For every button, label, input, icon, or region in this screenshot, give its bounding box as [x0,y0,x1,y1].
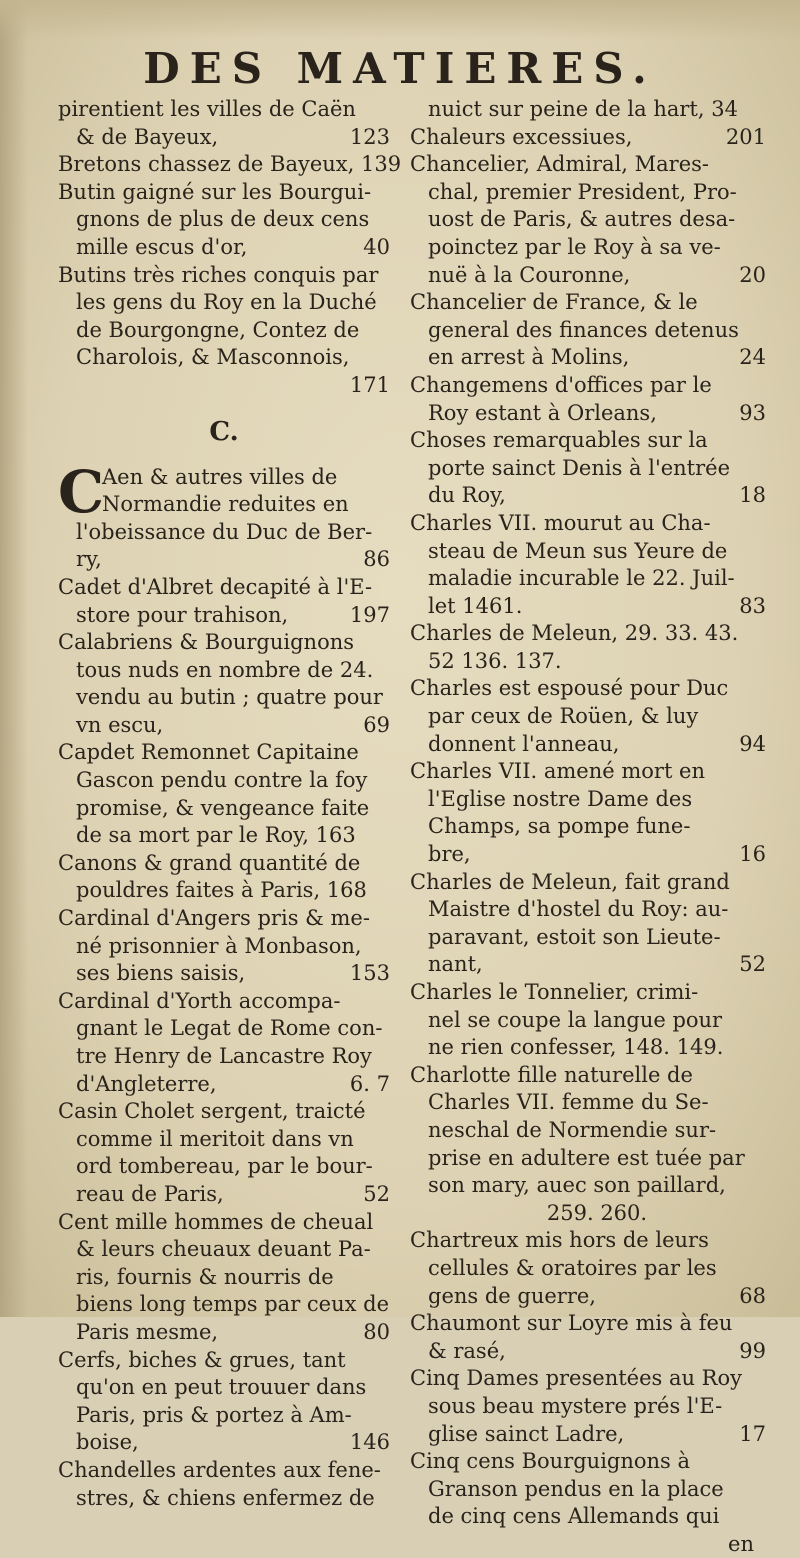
entry-text: d'Angleterre, [76,1071,217,1096]
page-number: 83 [739,593,766,618]
entry-text: store pour trahison, [76,602,289,627]
entry-text: uost de Paris, & autres desa- [428,207,736,232]
index-entry-line [58,1209,390,1237]
index-entry-line [410,234,766,262]
entry-text: Chaleurs excessiues, [410,124,633,149]
page-number: 153 [349,961,390,986]
index-entry-line [58,344,390,372]
entry-text: qu'on en peut trouuer dans [76,1375,367,1400]
page-number: 86 [363,547,390,572]
entry-text: let 1461. [428,593,523,618]
index-entry-line [410,731,766,759]
entry-text: Capdet Remonnet Capitaine [58,740,359,765]
page-number: 201 [725,124,766,149]
index-entry-line [58,1374,390,1402]
index-entry-line [410,924,766,952]
entry-text: Cadet d'Albret decapité à l'E- [58,574,373,599]
right-entries [410,96,766,1531]
entry-text: Bretons chassez de Bayeux, 139 [58,152,402,177]
entry-text: Charlotte fille naturelle de [410,1062,693,1087]
index-entry-line [410,648,766,676]
entry-text: de sa mort par le Roy, 163 [76,823,356,848]
index-entry-line [58,1153,390,1181]
entry-text: Roy estant à Orleans, [428,400,657,425]
entry-text: Normandie reduites en [102,492,349,517]
entry-text: boise, [76,1430,139,1455]
entry-text: les gens du Roy en la Duché [76,290,377,315]
entry-text: poinctez par le Roy à sa ve- [428,234,721,259]
index-entry-line [410,151,766,179]
entry-text: l'obeissance du Duc de Ber- [76,519,373,544]
index-entry-line [58,1015,390,1043]
index-entry-line [410,510,766,538]
index-entry-line [58,629,390,657]
entry-text: Cinq Dames presentées au Roy [410,1366,743,1391]
index-entry-line [410,703,766,731]
index-entry-line [58,124,390,152]
running-header: DES MATIERES. [143,44,657,93]
entry-text: nuë à la Couronne, [428,262,631,287]
index-entry-line [410,1310,766,1338]
entry-text: Changemens d'offices par le [410,372,712,397]
entry-text: comme il meritoit dans vn [76,1126,354,1151]
entry-text: Choses remarquables sur la [410,428,708,453]
drop-cap: C [58,457,105,526]
index-entry-line [410,565,766,593]
index-entry-line [410,593,766,621]
index-entry-line [58,822,390,850]
index-entry-line [410,1200,766,1228]
index-entry-line [410,1283,766,1311]
index-entry-line [58,1043,390,1071]
entry-text: stres, & chiens enfermez de [76,1485,375,1510]
page-number: 68 [739,1283,766,1308]
page-number: 24 [739,345,766,370]
entry-text: pirentient les villes de Caën [58,97,356,121]
page-number: 6. 7 [349,1071,390,1096]
index-entry-line [410,1062,766,1090]
index-entry-line [58,574,390,602]
entry-text: promise, & vengeance faite [76,795,370,820]
index-entry-line [58,1429,390,1457]
entry-text: Champs, sa pompe fune- [428,814,691,839]
entry-text: biens long temps par ceux de [76,1292,390,1317]
entry-text: porte sainct Denis à l'entrée [428,455,731,480]
index-entry-line [58,905,390,933]
entry-text: Casin Cholet sergent, traicté [58,1099,366,1124]
page-number: 93 [739,400,766,425]
entry-text: maladie incurable le 22. Juil- [428,566,735,591]
index-entry-line [410,1448,766,1476]
entry-text: tous nuds en nombre de 24. [76,657,374,682]
index-entry-line [410,1393,766,1421]
entry-text: Butins très riches conquis par [58,262,379,287]
index-entry-line [58,712,390,740]
entry-text: general des finances detenus [428,317,739,342]
index-entry-line [410,1421,766,1449]
entry-text: Charolois, & Masconnois, [76,345,350,370]
index-entry-line [410,896,766,924]
page-number: 52 [739,952,766,977]
index-entry-line [58,850,390,878]
index-entry-line [58,877,390,905]
entry-text: Cinq cens Bourguignons à [410,1449,691,1474]
entry-text: Cent mille hommes de cheual [58,1209,374,1234]
index-entry-line [58,234,390,262]
index-entry-line [410,206,766,234]
entry-text: 52 136. 137. [428,648,562,673]
index-entry-line [58,546,390,574]
index-entry-line [58,317,390,345]
index-entry-line [58,262,390,290]
entry-text: Paris mesme, [76,1319,219,1344]
index-entry-line [410,400,766,428]
index-entry-line [58,372,390,400]
entry-text: né prisonnier à Monbason, [76,933,362,958]
entry-text: mille escus d'or, [76,234,248,259]
index-entry-line [58,1264,390,1292]
entry-text: cellules & oratoires par les [428,1255,717,1280]
index-entry-line [410,1476,766,1504]
page-number: 123 [349,124,390,149]
entry-text: gens de guerre, [428,1283,596,1308]
entry-text: & rasé, [428,1338,506,1363]
index-entry-line [410,96,766,124]
entry-text: Charles VII. mourut au Cha- [410,510,711,535]
entry-text: par ceux de Roüen, & luy [428,704,699,729]
page-number: 17 [739,1421,766,1446]
page-number: 52 [363,1181,390,1206]
index-entry-line [58,1347,390,1375]
index-entry-line [410,1172,766,1200]
entry-text: ry, [76,547,102,572]
left-entries-c [58,457,390,1513]
index-entry-line [410,979,766,1007]
entry-text: du Roy, [428,483,506,508]
index-entry-line [58,960,390,988]
index-entry-line [410,1227,766,1255]
entry-text: Charles le Tonnelier, crimi- [410,980,699,1004]
entry-text: Canons & grand quantité de [58,850,361,875]
entry-text: gnons de plus de deux cens [76,207,370,232]
page-number: 80 [363,1319,390,1344]
entry-text: reau de Paris, [76,1181,224,1206]
entry-text: vn escu, [76,712,164,737]
index-entry-line [58,1291,390,1319]
entry-text: steau de Meun sus Yeure de [428,538,728,563]
index-entry-line [410,1145,766,1173]
index-entry-line [410,951,766,979]
index-entry-line [58,1071,390,1099]
entry-text: prise en adultere est tuée par [428,1145,745,1170]
page-number: 99 [739,1338,766,1363]
entry-text: sous beau mystere prés l'E- [428,1393,723,1418]
index-entry-line [410,124,766,152]
entry-text: nel se coupe la langue pour [428,1007,723,1032]
entry-text: Paris, pris & portez à Am- [76,1402,352,1427]
index-entry-line [410,344,766,372]
index-entry-line [410,675,766,703]
index-entry-line [410,1117,766,1145]
index-entry-line [58,795,390,823]
entry-text: ses biens saisis, [76,961,246,986]
index-entry-line [58,1181,390,1209]
index-entry-line [58,151,402,179]
entry-text: Aen & autres villes de [102,464,338,489]
index-entry-line [410,1007,766,1035]
page-edge-shadow [0,0,28,1317]
entry-text: 259. 260. [546,1200,648,1225]
index-entry-line [58,1485,390,1513]
left-column [58,96,402,1512]
page-number: 146 [349,1430,390,1455]
index-entry-line [410,841,766,869]
entry-text: Chancelier de France, & le [410,290,698,315]
index-entry-line [58,988,390,1016]
entry-text: en arrest à Molins, [428,345,630,370]
index-entry-line [58,96,390,124]
entry-text: & de Bayeux, [76,124,219,149]
entry-text: Chaumont sur Loyre mis à feu [410,1311,733,1336]
index-entry-line [410,372,766,400]
page-number: 69 [363,712,390,737]
page-number: 94 [739,731,766,756]
index-entry-line [410,758,766,786]
index-entry-line [58,1319,390,1347]
index-entry-line [410,262,766,290]
entry-text: vendu au butin ; quatre pour [76,685,383,710]
entry-text: Charles VII. femme du Se- [428,1090,709,1115]
catchword: en [728,1531,754,1556]
page-top-shadow [0,0,800,40]
entry-text: Cerfs, biches & grues, tant [58,1347,346,1372]
entry-text: Maistre d'hostel du Roy: au- [428,897,729,922]
index-entry-line [58,1126,390,1154]
entry-text: tre Henry de Lancastre Roy [76,1044,372,1068]
entry-text: Charles de Meleun, fait grand [410,869,730,894]
entry-text: de cinq cens Allemands qui [428,1504,720,1529]
entry-text: gnant le Legat de Rome con- [76,1016,383,1041]
entry-text: chal, premier President, Pro- [428,179,737,204]
entry-text: glise sainct Ladre, [428,1421,625,1446]
index-entry-line [58,602,390,630]
entry-text: donnent l'anneau, [428,731,620,756]
index-entry-line [58,1457,390,1485]
entry-text: Charles est espousé pour Duc [410,676,729,701]
entry-text: l'Eglise nostre Dame des [428,786,693,811]
index-entry-line [58,491,390,519]
entry-text: nuict sur peine de la hart, 34 [428,97,738,121]
index-entry-line [58,289,390,317]
index-entry-line [410,427,766,455]
index-entry-line [410,538,766,566]
index-entry-line [58,1098,390,1126]
page-number: 197 [349,602,390,627]
entry-text: paravant, estoit son Lieute- [428,924,721,949]
entry-text: Butin gaigné sur les Bourgui- [58,179,372,204]
index-entry-line [58,206,390,234]
index-entry-line [58,933,390,961]
entry-text: Granson pendus en la place [428,1476,724,1501]
page-number: 40 [363,234,390,259]
entry-text: Calabriens & Bourguignons [58,630,355,655]
index-entry-line [58,464,390,492]
entry-text: de Bourgongne, Contez de [76,317,360,342]
entry-text: & leurs cheuaux deuant Pa- [76,1237,371,1262]
entry-text: Gascon pendu contre la foy [76,768,368,793]
index-entry-line [410,1338,766,1366]
index-entry-line [58,1236,390,1264]
index-entry-line [410,1255,766,1283]
index-entry-line [410,1034,766,1062]
index-entry-line [58,767,390,795]
entry-text: Charles VII. amené mort en [410,759,706,784]
index-entry-line [58,739,390,767]
index-entry-line [410,813,766,841]
index-entry-line [410,620,766,648]
entry-text: neschal de Normendie sur- [428,1117,717,1142]
entry-text: bre, [428,842,471,867]
index-entry-line [58,684,390,712]
index-entry-line [410,482,766,510]
index-entry-line [58,179,390,207]
index-entry-line [58,657,390,685]
entry-text: Charles de Meleun, 29. 33. 43. [410,621,739,646]
entry-text: ris, fournis & nourris de [76,1264,334,1289]
index-entry-line [410,317,766,345]
entry-text: ne rien confesser, 148. 149. [428,1035,724,1060]
right-column [410,96,766,1558]
page-number: 18 [739,483,766,508]
index-entry-line [410,1503,766,1531]
index-entry-line [410,1365,766,1393]
entry-text: pouldres faites à Paris, 168 [76,878,367,903]
index-entry-line [58,519,390,547]
index-entry-line [410,869,766,897]
page-number: 171 [349,372,390,397]
section-letter: C. [209,416,239,447]
entry-text: Cardinal d'Yorth accompa- [58,988,341,1013]
index-entry-line [410,786,766,814]
index-entry-line [410,1089,766,1117]
entry-text: Cardinal d'Angers pris & me- [58,906,370,931]
page-number: 20 [739,262,766,287]
entry-text: ord tombereau, par le bour- [76,1154,373,1179]
entry-text: Chandelles ardentes aux fene- [58,1457,381,1482]
left-entries-top [58,96,402,400]
entry-text: nant, [428,952,483,977]
index-entry-line [58,1402,390,1430]
page-number: 16 [739,842,766,867]
entry-text: Chancelier, Admiral, Mares- [410,152,709,177]
entry-text: son mary, auec son paillard, [428,1173,726,1198]
index-entry-line [410,289,766,317]
index-entry-line [410,179,766,207]
index-entry-line [410,455,766,483]
entry-text: Chartreux mis hors de leurs [410,1228,709,1253]
